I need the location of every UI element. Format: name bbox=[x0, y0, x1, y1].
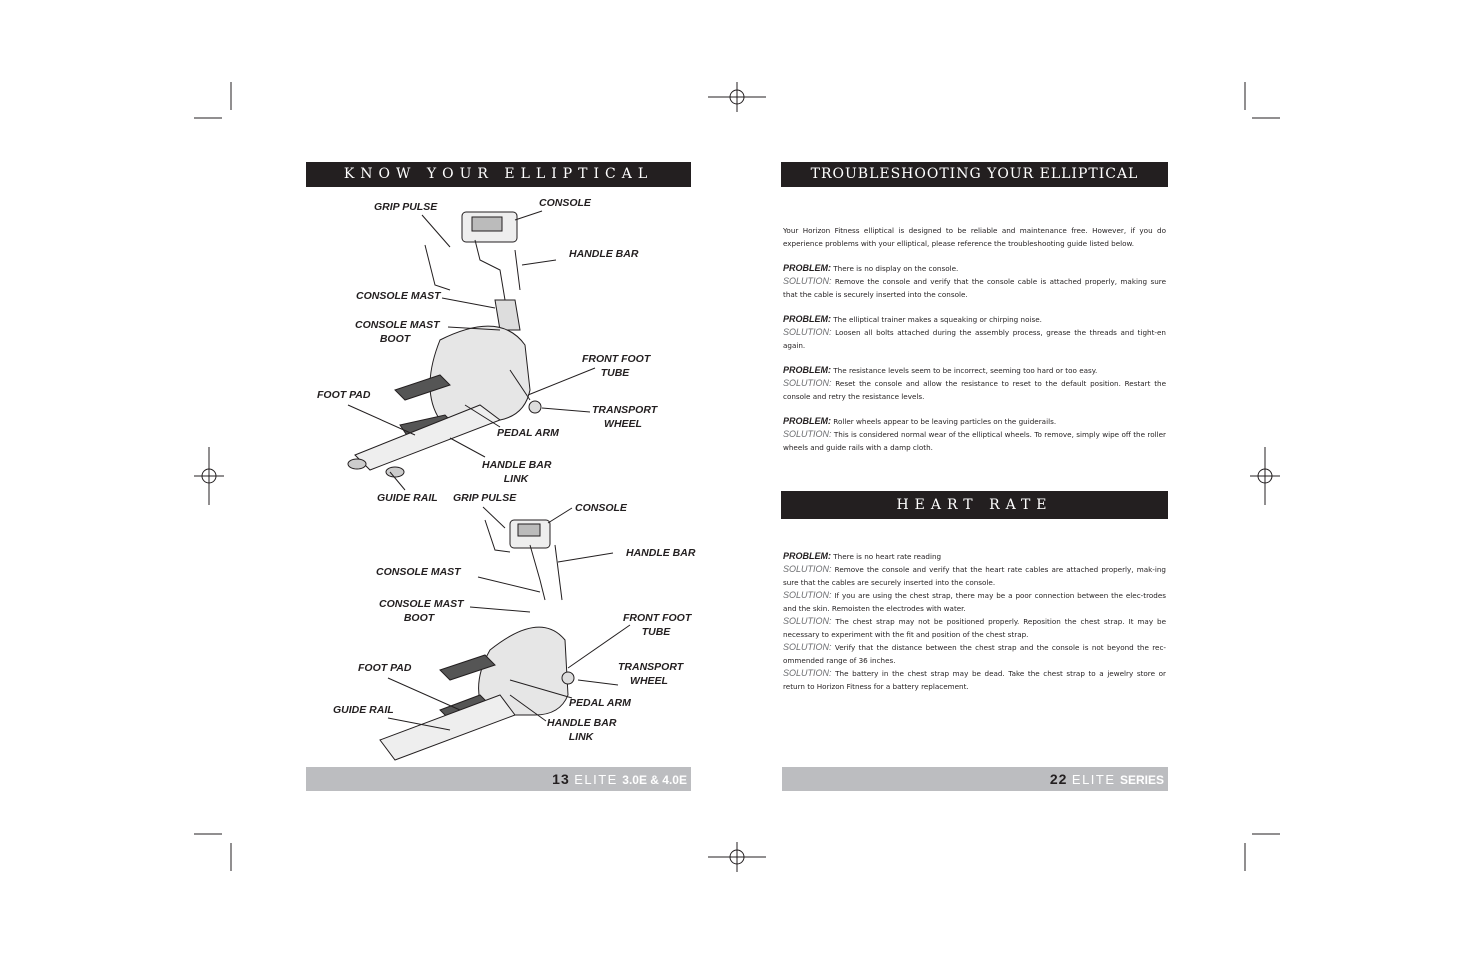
problem-label: PROBLEM: bbox=[783, 263, 831, 273]
solution-text: Remove the console and verify that the console cable is attached properly, making sure that the cable is securely inserted into the console. bbox=[783, 277, 1166, 299]
label-line-1: CONSOLE MAST bbox=[379, 598, 464, 610]
heart-rate-header: HEART RATE TROUBLESHOOTING bbox=[781, 491, 1168, 519]
problem-label: PROBLEM: bbox=[783, 365, 831, 375]
footer-model: SERIES bbox=[1119, 773, 1164, 787]
problem-item-2 bbox=[783, 313, 1166, 352]
label-handle-bar-link-bottom bbox=[547, 716, 615, 744]
problem-text: Roller wheels appear to be leaving particles on the guiderails. bbox=[833, 417, 1057, 426]
hr-solution-text: Verify that the distance between the chest strap and the console is not beyond the rec-ommended range of 36 inches. bbox=[783, 643, 1167, 665]
know-your-elliptical-header: KNOW YOUR ELLIPTICAL bbox=[306, 162, 691, 187]
solution-text: Loosen all bolts attached during the assembly process, grease the threads and tight-en again. bbox=[783, 328, 1166, 350]
problem-item-3 bbox=[783, 364, 1166, 403]
label-line-2: LINK bbox=[503, 473, 529, 485]
label-line-1: FRONT FOOT bbox=[582, 353, 651, 365]
problem-label: PROBLEM: bbox=[783, 314, 831, 324]
label-handle-bar-bottom: HANDLE BAR bbox=[626, 547, 696, 559]
label-front-foot-tube-bottom bbox=[623, 611, 692, 639]
label-grip-pulse-top: GRIP PULSE bbox=[374, 201, 438, 213]
label-handle-bar-top: HANDLE BAR bbox=[569, 248, 639, 260]
footer-brand: ELITE bbox=[1071, 772, 1116, 787]
label-line-2: TUBE bbox=[641, 626, 671, 638]
solution-label: SOLUTION: bbox=[783, 429, 832, 439]
solution-label: SOLUTION: bbox=[783, 276, 832, 286]
label-line-2: BOOT bbox=[379, 333, 411, 345]
label-console-mast-bottom: CONSOLE MAST bbox=[376, 566, 461, 578]
footer-model: 3.0E & 4.0E bbox=[622, 773, 687, 787]
troubleshooting-header: TROUBLESHOOTING YOUR ELLIPTICAL TRAINER bbox=[781, 162, 1168, 187]
label-pedal-arm-bottom: PEDAL ARM bbox=[569, 697, 631, 709]
problem-label: PROBLEM: bbox=[783, 551, 831, 561]
label-console-bottom: CONSOLE bbox=[575, 502, 627, 514]
left-page-footer bbox=[306, 767, 691, 791]
label-foot-pad-bottom: FOOT PAD bbox=[358, 662, 412, 674]
right-page-footer bbox=[782, 767, 1168, 791]
label-line-1: HANDLE BAR bbox=[482, 459, 552, 471]
page-number: 22 bbox=[1049, 771, 1068, 787]
solution-label: SOLUTION: bbox=[783, 327, 832, 337]
problem-text: There is no display on the console. bbox=[833, 264, 959, 273]
solution-text: This is considered normal wear of the elliptical wheels. To remove, simply wipe off the roller wheels and guide rails with a damp cloth. bbox=[783, 430, 1166, 452]
problem-text: The elliptical trainer makes a squeaking or chirping noise. bbox=[833, 315, 1042, 324]
label-foot-pad-top: FOOT PAD bbox=[317, 389, 371, 401]
label-grip-pulse-bottom: GRIP PULSE bbox=[453, 492, 517, 504]
label-pedal-arm-top: PEDAL ARM bbox=[497, 427, 559, 439]
problem-item-4 bbox=[783, 415, 1166, 454]
label-line-2: WHEEL bbox=[604, 418, 642, 430]
problem-text: The resistance levels seem to be incorrect, seeming too hard or too easy. bbox=[833, 366, 1098, 375]
solution-label: SOLUTION: bbox=[783, 564, 832, 574]
label-console-mast-top: CONSOLE MAST bbox=[356, 290, 441, 302]
label-line-1: HANDLE BAR bbox=[547, 717, 617, 729]
label-line-2: BOOT bbox=[403, 612, 435, 624]
label-line-2: TUBE bbox=[600, 367, 630, 379]
label-line-1: TRANSPORT bbox=[618, 661, 684, 673]
label-console-top: CONSOLE bbox=[539, 197, 591, 209]
label-front-foot-tube-top bbox=[582, 352, 651, 380]
problem-item-1 bbox=[783, 262, 1166, 301]
label-console-mast-boot-top bbox=[355, 318, 440, 346]
hr-problem-text: There is no heart rate reading bbox=[833, 552, 942, 561]
solution-label: SOLUTION: bbox=[783, 616, 832, 626]
label-transport-wheel-bottom bbox=[618, 660, 684, 688]
label-line-1: FRONT FOOT bbox=[623, 612, 692, 624]
troubleshooting-content bbox=[783, 224, 1166, 466]
label-guide-rail-bottom: GUIDE RAIL bbox=[333, 704, 394, 716]
label-guide-rail-top: GUIDE RAIL bbox=[377, 492, 438, 504]
hr-solution-text: If you are using the chest strap, there may be a poor connection between the elec-trodes and the skin. Remoisten the electrodes with water. bbox=[783, 591, 1166, 613]
label-line-2: WHEEL bbox=[630, 675, 668, 687]
label-line-2: LINK bbox=[568, 731, 594, 743]
problem-label: PROBLEM: bbox=[783, 416, 831, 426]
label-handle-bar-link-top bbox=[482, 458, 550, 486]
intro-paragraph: Your Horizon Fitness elliptical is designed to be reliable and maintenance free. However, if you do experience problems with your elliptical, please reference the troubleshooting guide listed below. bbox=[783, 226, 1166, 248]
label-line-1: CONSOLE MAST bbox=[355, 319, 440, 331]
solution-label: SOLUTION: bbox=[783, 590, 832, 600]
page-number: 13 bbox=[552, 771, 570, 787]
solution-label: SOLUTION: bbox=[783, 642, 832, 652]
hr-solution-text: Remove the console and verify that the heart rate cables are attached properly, mak-ing sure that the cables are securely inserted into the console. bbox=[783, 565, 1166, 587]
solution-label: SOLUTION: bbox=[783, 668, 832, 678]
label-transport-wheel-top bbox=[592, 403, 658, 431]
label-line-1: TRANSPORT bbox=[592, 404, 658, 416]
label-console-mast-boot-bottom bbox=[379, 597, 464, 625]
solution-text: Reset the console and allow the resistance to reset to the default position. Restart the console and retry the resistance levels. bbox=[783, 379, 1166, 401]
hr-solution-text: The battery in the chest strap may be dead. Take the chest strap to a jewelry store or return to Horizon Fitness for a battery replacement. bbox=[783, 669, 1166, 691]
footer-brand: ELITE bbox=[574, 772, 618, 787]
solution-label: SOLUTION: bbox=[783, 378, 832, 388]
elliptical-top-illustration bbox=[348, 211, 595, 490]
heart-rate-content bbox=[783, 550, 1166, 693]
hr-solution-text: The chest strap may not be positioned properly. Reposition the chest strap. It may be necessary to experiment with the fit and position of the chest strap. bbox=[783, 617, 1166, 639]
